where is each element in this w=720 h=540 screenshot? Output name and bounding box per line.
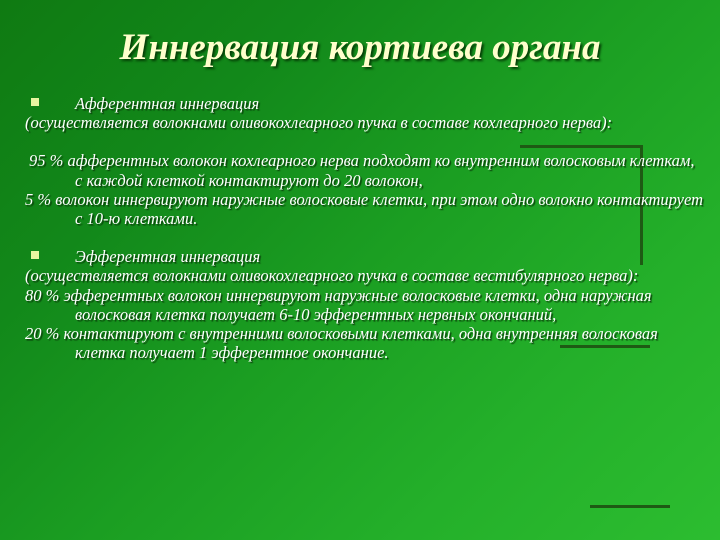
bullet-afferent <box>25 94 705 113</box>
afferent-fact-2: 5 % волокон иннервируют наружные волосковые клетки, при этом одно волокно контактирует с 10-ю клетками. <box>25 189 703 229</box>
efferent-heading: Эфферентная иннервация <box>75 247 261 267</box>
afferent-source: (осуществляется волокнами оливокохлеарного пучка в составе кохлеарного нерва): <box>25 113 613 133</box>
slide-body <box>25 94 705 362</box>
efferent-source: (осуществляется волокнами оливокохлеарного пучка в составе вестибулярного нерва): <box>25 266 639 286</box>
efferent-fact-2: 20 % контактируют с внутренними волосковыми клетками, одна внутренняя волосковая клетка получает 1 эфферентное окончание. <box>25 324 658 363</box>
square-bullet-icon <box>31 251 39 259</box>
afferent-fact-1: 95 % афферентных волокон кохлеарного нерва подходят ко внутренним волосковым клеткам, с каждой клеткой контактируют до 20 волокон, <box>29 151 695 190</box>
afferent-heading: Афферентная иннервация <box>75 94 260 113</box>
bullet-efferent <box>25 247 705 266</box>
efferent-fact-1: 80 % эфферентных волокон иннервируют наружные волосковые клетки, одна наружная волосковая клетка получает 6-10 эфферентных нервных окончаний, <box>25 285 652 324</box>
square-bullet-icon <box>31 98 39 106</box>
decorative-line <box>590 505 670 508</box>
slide-title: Иннервация кортиева органа <box>119 27 601 68</box>
